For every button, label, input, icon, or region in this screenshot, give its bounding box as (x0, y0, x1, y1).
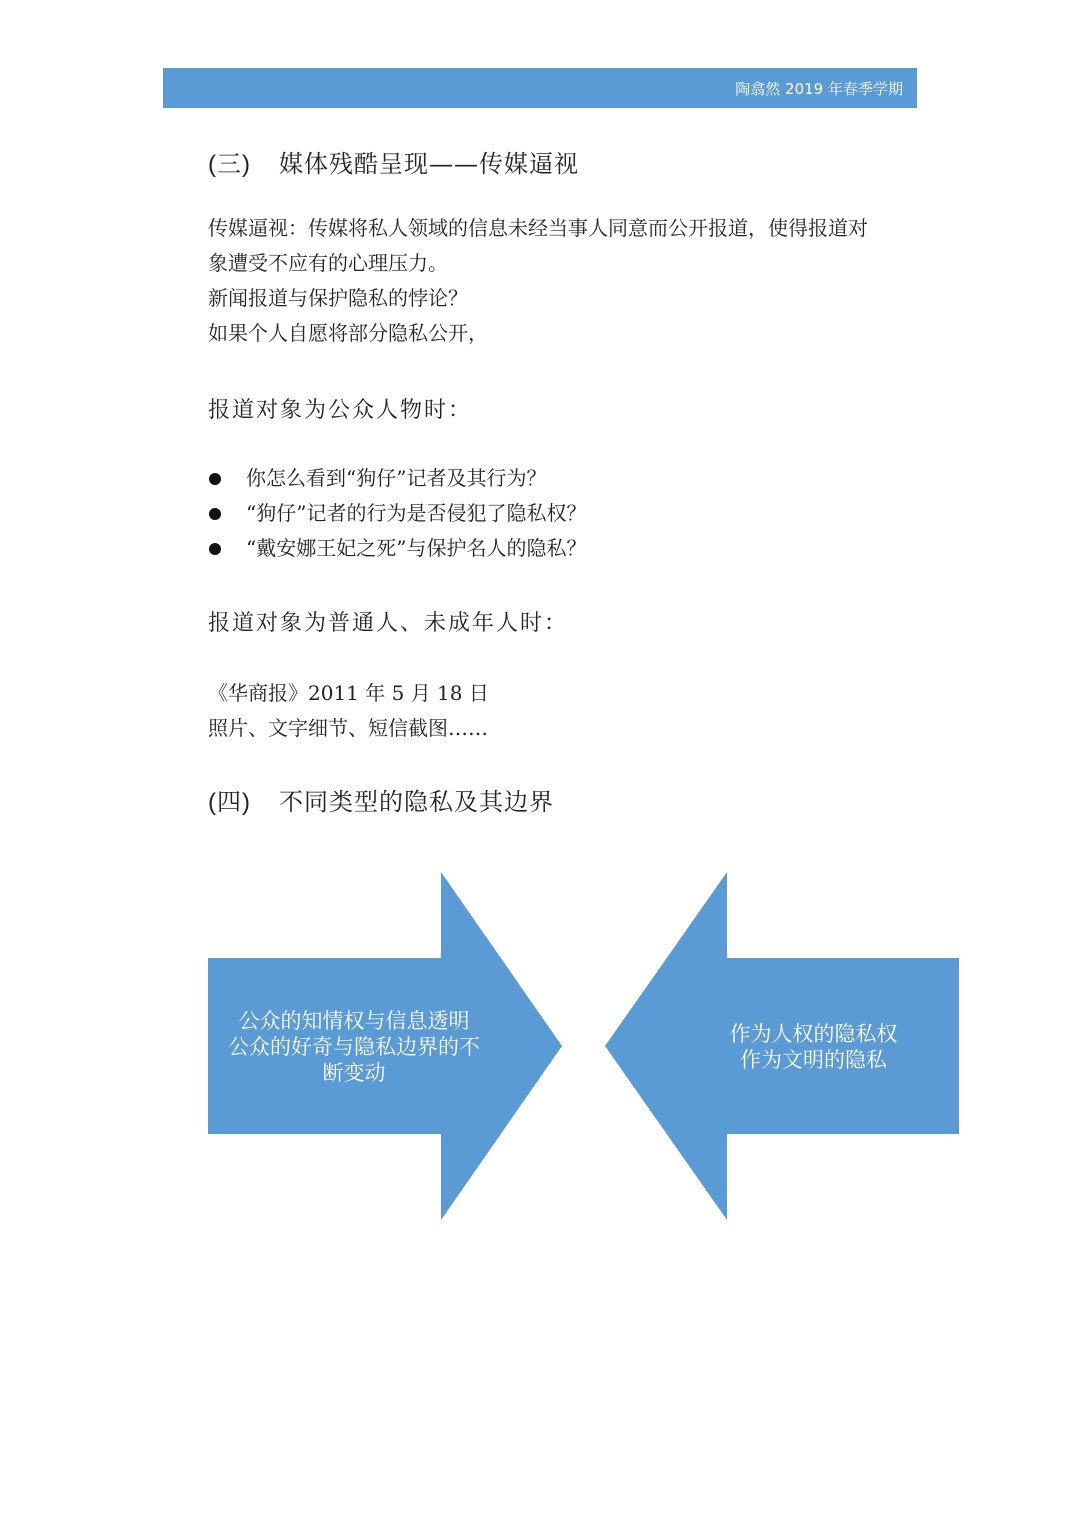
left-arrow-text (208, 1008, 500, 1086)
paragraph-line: 象遭受不应有的心理压力。 (208, 251, 448, 275)
right-arrow-text (668, 1021, 959, 1073)
paragraph-line: 传媒逼视：传媒将私人领域的信息未经当事人同意而公开报道，使得报道对 (208, 216, 868, 240)
bullet-text: “戴安娜王妃之死”与保护名人的隐私？ (246, 536, 587, 560)
section3-number: (三) (208, 151, 251, 178)
section4-title: 不同类型的隐私及其边界 (278, 788, 554, 816)
header-text: 陶翕然 2019 年春季学期 (735, 80, 903, 98)
left-arrow-line: 公众的好奇与隐私边界的不 (228, 1035, 480, 1059)
section4-number: (四) (208, 789, 251, 816)
right-arrow-line: 作为文明的隐私 (740, 1048, 887, 1072)
public-figure-heading: 报道对象为公众人物时： (208, 398, 473, 423)
left-arrow-line: 公众的知情权与信息透明 (238, 1009, 470, 1033)
right-arrow-line: 作为人权的隐私权 (729, 1022, 898, 1046)
section3-title: 媒体残酷呈现——传媒逼视 (278, 150, 579, 178)
bullet-text: “狗仔”记者的行为是否侵犯了隐私权？ (246, 501, 587, 525)
left-arrow-line: 断变动 (322, 1061, 386, 1085)
paragraph-line: 如果个人自愿将部分隐私公开， (208, 321, 488, 345)
ordinary-heading: 报道对象为普通人、未成年人时： (208, 611, 569, 636)
example-line: 《华商报》2011 年 5 月 18 日 (208, 681, 489, 705)
paragraph-line: 新闻报道与保护隐私的悖论？ (208, 286, 468, 310)
example-line: 照片、文字细节、短信截图…… (208, 716, 488, 740)
bullet-text: 你怎么看到“狗仔”记者及其行为？ (246, 466, 547, 490)
